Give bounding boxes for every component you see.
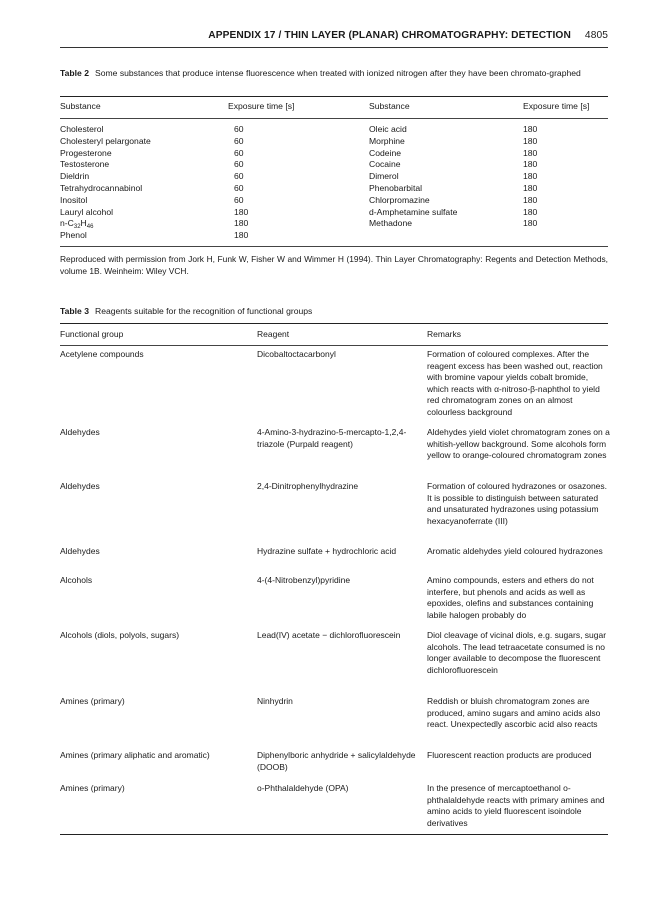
substance-cell: Inositol: [60, 194, 88, 205]
table2-header-row: [60, 101, 608, 113]
remarks-cell: Aldehydes yield violet chromatogram zones on a whitish-yellow background. Some alcohols form yellow to orange-coloured chromatogram zones: [427, 427, 610, 461]
table-row: [60, 171, 608, 183]
table3-header-remarks: Remarks: [427, 329, 462, 339]
group-cell: Alcohols: [60, 575, 93, 585]
table2-top-rule: [60, 96, 608, 97]
time-cell: 60: [234, 147, 244, 158]
table-row: [60, 218, 608, 230]
table2-bottom-rule: [60, 246, 608, 247]
header-rule: [60, 47, 608, 48]
group-cell: Aldehydes: [60, 546, 100, 556]
time-cell: 180: [523, 182, 538, 193]
time-cell: 60: [234, 135, 244, 146]
formula-subscript: 32: [73, 224, 81, 231]
table-row: [60, 124, 608, 136]
substance-cell: Dieldrin: [60, 171, 90, 182]
substance-cell: Morphine: [369, 135, 405, 146]
time-cell: 180: [523, 206, 538, 217]
reagent-cell: Diphenylboric anhydride + salicylaldehyde (DOOB): [257, 750, 416, 772]
table-row: [60, 207, 608, 219]
time-cell: 180: [234, 230, 249, 241]
table3-caption-text: Reagents suitable for the recognition of functional groups: [94, 306, 313, 316]
time-cell: 60: [234, 182, 244, 193]
table-row: [60, 148, 608, 160]
substance-cell: Cholesterol: [60, 124, 104, 134]
substance-cell: Oleic acid: [369, 124, 407, 134]
remarks-cell: Formation of coloured hydrazones or osazones. It is possible to distinguish between saturated and unsaturated hydrazones using potassium hexacyanoferrate (III): [427, 481, 608, 526]
substance-cell: d-Amphetamine sulfate: [369, 206, 458, 217]
time-cell: 180: [523, 135, 538, 146]
table-row: [60, 136, 608, 148]
table-row: [60, 195, 608, 207]
remarks-cell: Fluorescent reaction products are produced: [427, 750, 592, 760]
substance-cell: Cocaine: [369, 159, 401, 170]
table3-label: Table 3: [60, 306, 89, 316]
substance-cell: Codeine: [369, 147, 402, 158]
remarks-cell: Amino compounds, esters and ethers do not interfere, but phenols and acids as well as epoxides, olefins and substances containing labile halogen probably do: [427, 575, 594, 620]
substance-cell: Testosterone: [60, 159, 110, 170]
substance-cell: Phenobarbital: [369, 182, 423, 193]
substance-cell: [60, 218, 93, 230]
time-cell: 180: [523, 147, 538, 158]
remarks-cell: Formation of coloured complexes. After the reagent excess has been washed out, reaction with bromine vapour yields cobalt bromide, which reacts with α-nitroso-β-naphthol to yield red chromatogram zones on an almost colourless background: [427, 349, 603, 417]
header-title: APPENDIX 17 / THIN LAYER (PLANAR) CHROMATOGRAPHY: DETECTION: [208, 30, 571, 41]
substance-cell: Cholesteryl pelargonate: [60, 135, 151, 146]
remarks-cell: Reddish or bluish chromatogram zones are produced, amino sugars and amino acids also react. Unexpectedly ascorbic acid also reacts: [427, 696, 601, 730]
reagent-cell: Ninhydrin: [257, 696, 293, 706]
formula-subscript: 46: [86, 224, 94, 231]
substance-cell: Progesterone: [60, 147, 112, 158]
table3-header-rule: [60, 345, 608, 346]
table2-header-rule: [60, 118, 608, 119]
time-cell: 60: [234, 159, 244, 170]
substance-cell: Phenol: [60, 230, 87, 241]
table2-header-substance-2: Substance: [369, 101, 410, 111]
reagent-cell: Hydrazine sulfate + hydrochloric acid: [257, 546, 397, 556]
time-cell: 180: [523, 218, 538, 229]
table3-bottom-rule: [60, 834, 608, 835]
time-cell: 60: [234, 194, 244, 205]
substance-cell: Dimerol: [369, 171, 399, 182]
table2-footnote: Reproduced with permission from Jork H, Funk W, Fisher W and Wimmer H (1994). Thin Layer Chromatography: Regents and Detection Methods, volume 1B. Weinheim: Wiley VCH.: [60, 254, 608, 276]
substance-cell: Tetrahydrocannabinol: [60, 182, 143, 193]
time-cell: 180: [523, 159, 538, 170]
group-cell: Acetylene compounds: [60, 349, 144, 359]
table3-top-rule: [60, 323, 608, 324]
remarks-cell: Aromatic aldehydes yield coloured hydrazones: [427, 546, 603, 556]
remarks-cell: In the presence of mercaptoethanol o-phthalaldehyde reacts with primary amines and amino acids to yield fluorescent isoindole derivatives: [427, 783, 605, 828]
table-row: [60, 183, 608, 195]
group-cell: Aldehydes: [60, 481, 100, 491]
time-cell: 180: [234, 218, 249, 229]
table2-header-time-2: Exposure time [s]: [523, 101, 590, 111]
reagent-cell: Dicobaltoctacarbonyl: [257, 349, 336, 359]
table-row: [60, 230, 608, 242]
table3-caption: [60, 306, 608, 318]
reagent-cell: 4-(4-Nitrobenzyl)pyridine: [257, 575, 351, 585]
formula-part: n-C: [60, 218, 74, 229]
table2-caption-text: Some substances that produce intense fluorescence when treated with ionized nitrogen after they have been chromato-graphed: [94, 68, 581, 78]
group-cell: Amines (primary): [60, 696, 125, 706]
group-cell: Alcohols (diols, polyols, sugars): [60, 630, 180, 640]
remarks-cell: Diol cleavage of vicinal diols, e.g. sugars, sugar alcohols. The lead tetraacetate consumed is no longer available to decompose the fluorescent dichlorofluorescein: [427, 630, 607, 675]
table3-header-reagent: Reagent: [257, 329, 290, 339]
group-cell: Aldehydes: [60, 427, 100, 437]
substance-cell: Methadone: [369, 218, 413, 229]
reagent-cell: Lead(IV) acetate − dichlorofluorescein: [257, 630, 401, 640]
time-cell: 60: [234, 171, 244, 182]
table2-caption: [60, 68, 608, 80]
substance-cell: Lauryl alcohol: [60, 206, 114, 217]
table-row: [60, 159, 608, 171]
substance-cell: Chlorpromazine: [369, 194, 430, 205]
time-cell: 180: [523, 171, 538, 182]
reagent-cell: 4-Amino-3-hydrazino-5-mercapto-1,2,4-triazole (Purpald reagent): [257, 427, 407, 449]
group-cell: Amines (primary aliphatic and aromatic): [60, 750, 210, 760]
table2-label: Table 2: [60, 68, 89, 78]
time-cell: 180: [523, 194, 538, 205]
table2-header-time-1: Exposure time [s]: [228, 101, 295, 111]
table2-body: [60, 124, 608, 242]
formula-part: H: [80, 218, 87, 229]
running-header: [60, 30, 608, 46]
time-cell: 60: [234, 124, 244, 134]
time-cell: 180: [523, 124, 538, 134]
page-number: 4805: [584, 30, 608, 41]
reagent-cell: o-Phthalaldehyde (OPA): [257, 783, 349, 793]
table3-header-group: Functional group: [60, 329, 124, 339]
table3-header-row: [60, 329, 608, 341]
group-cell: Amines (primary): [60, 783, 125, 793]
time-cell: 180: [234, 206, 249, 217]
table2-header-substance-1: Substance: [60, 101, 101, 111]
reagent-cell: 2,4-Dinitrophenylhydrazine: [257, 481, 359, 491]
